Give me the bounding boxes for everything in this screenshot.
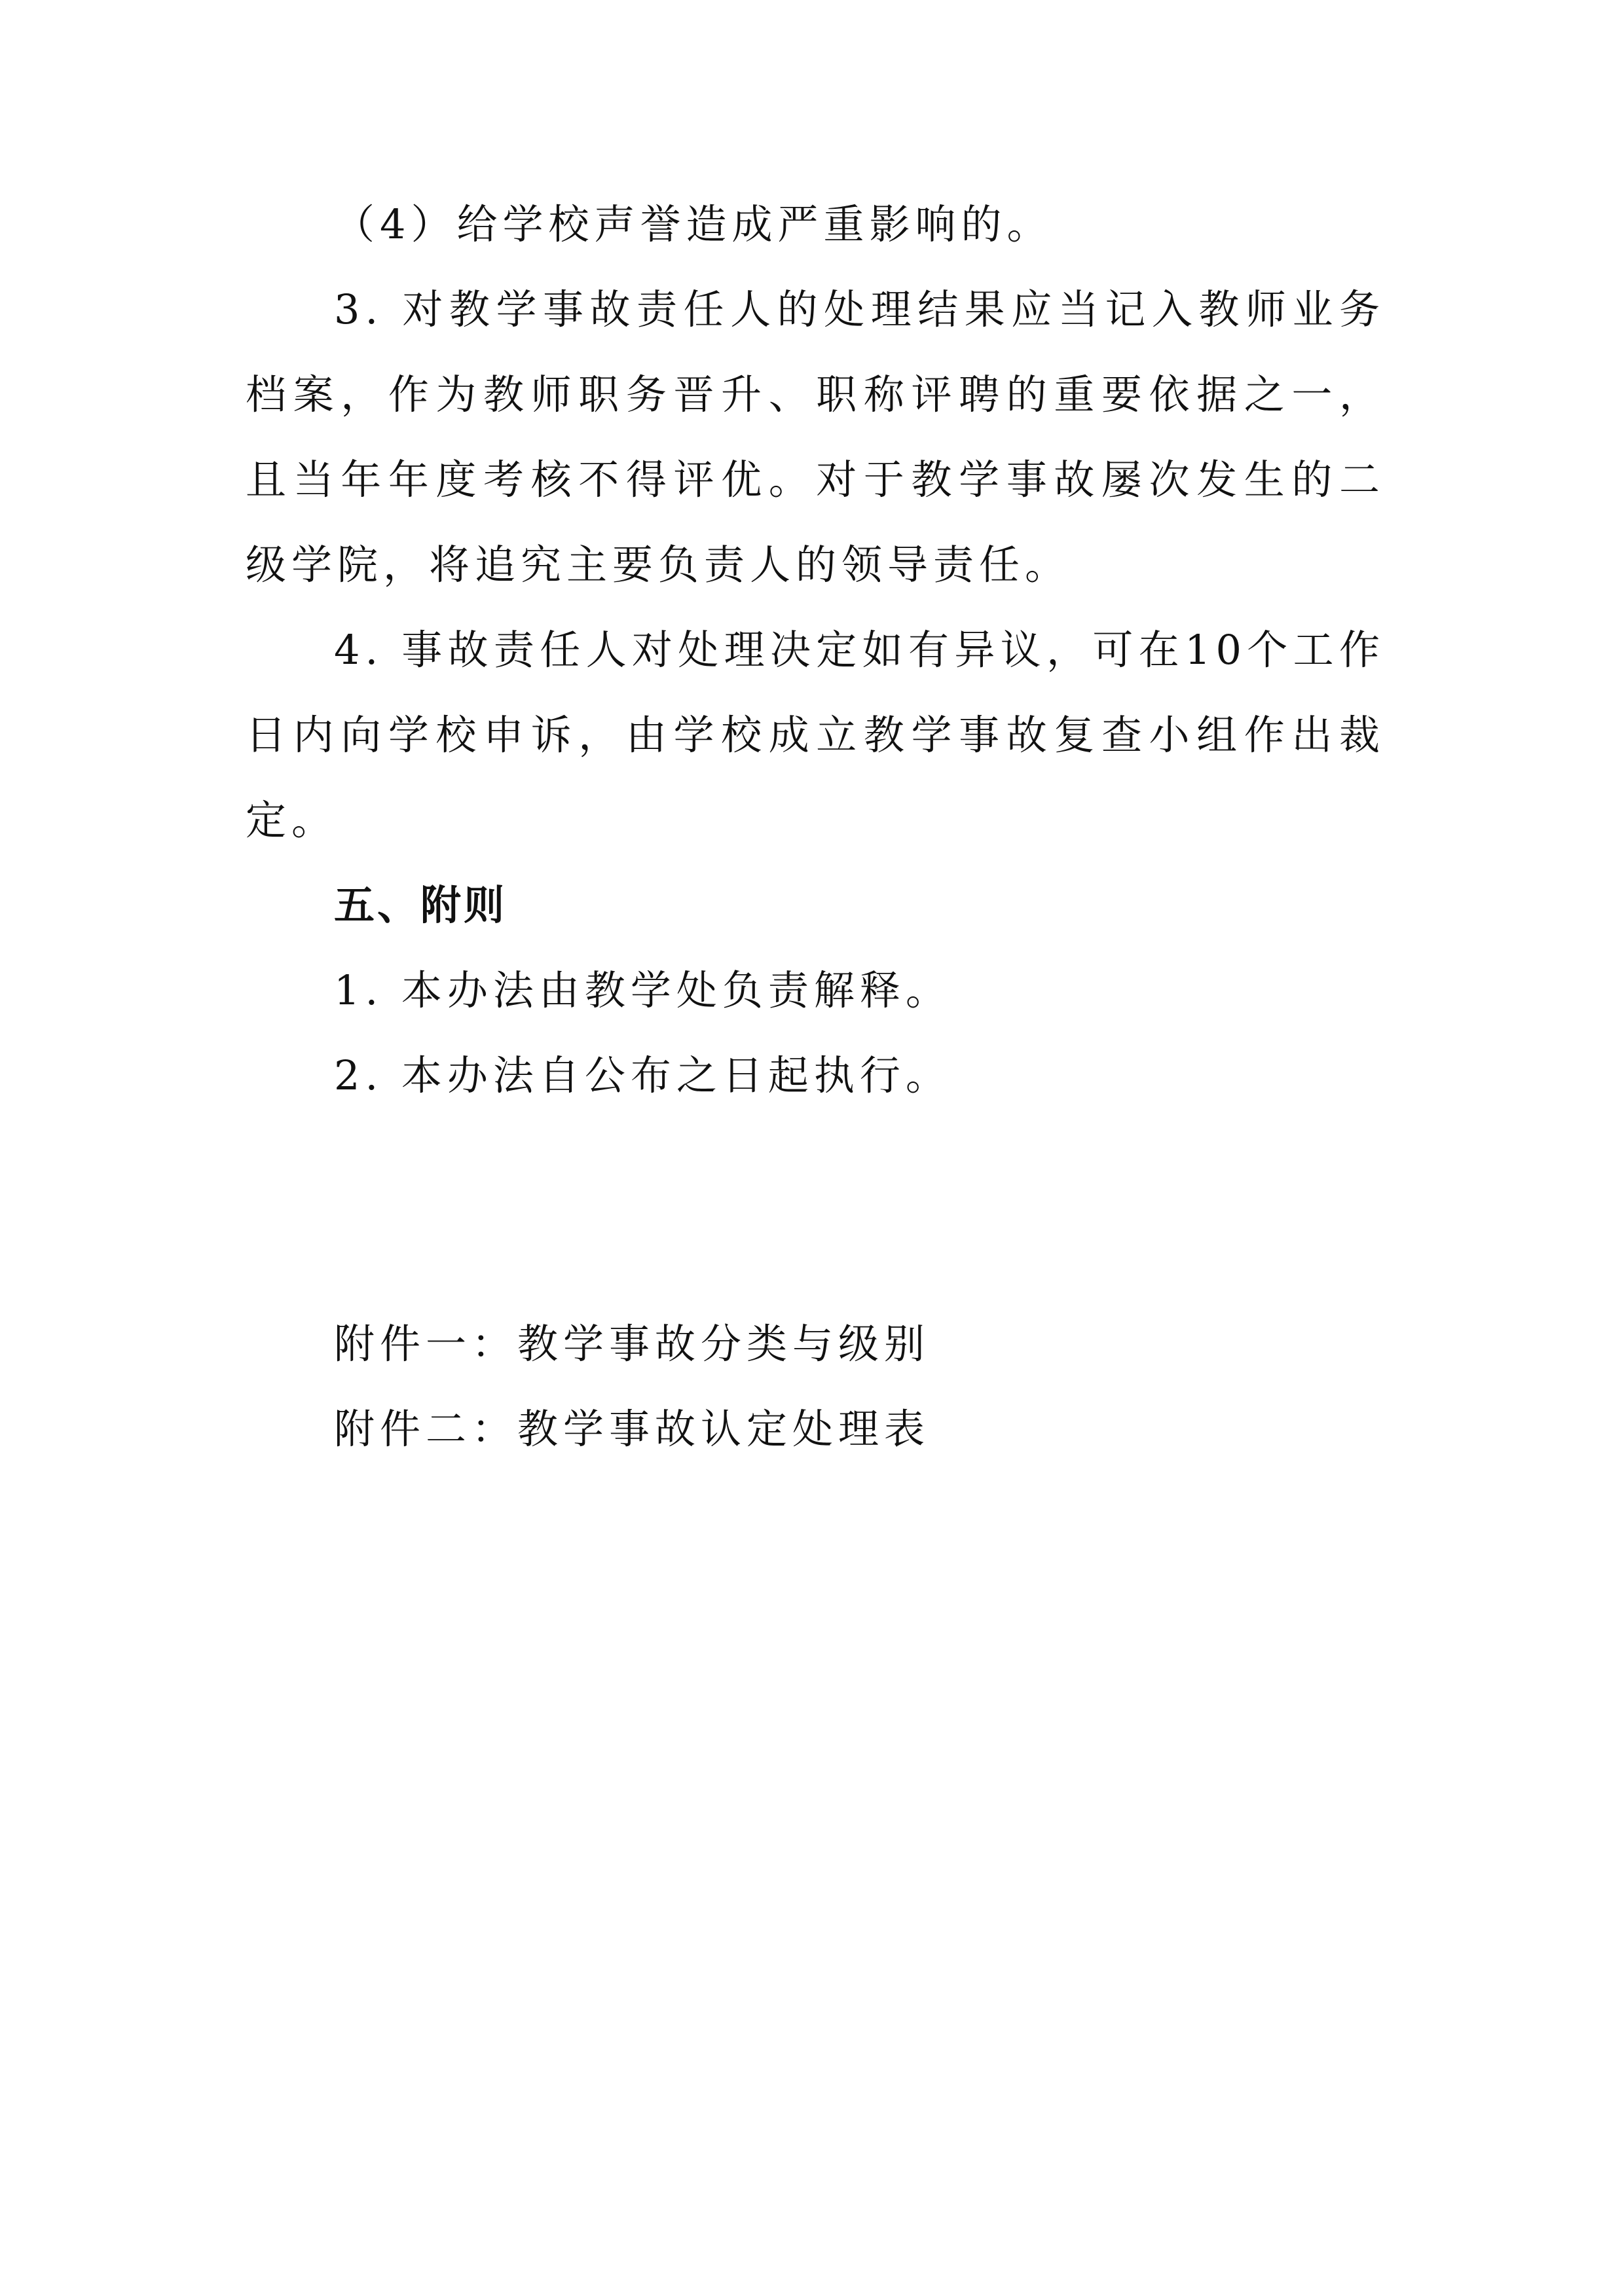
paragraph-3: 3. 对教学事故责任人的处理结果应当记入教师业务档案，作为教师职务晋升、职称评聘的重要依据之一，且当年年度考核不得评优。对于教学事故屡次发生的二级学院，将追究主要负责人的领导责任。 — [246, 285, 1385, 589]
rule-1: 1. 本办法由教学处负责解释。 — [334, 966, 951, 1014]
spacer — [246, 1118, 1385, 1203]
section-heading-supplementary: 五、附则 — [334, 881, 507, 929]
document-body — [246, 182, 1385, 1472]
rule-2: 2. 本办法自公布之日起执行。 — [334, 1051, 951, 1099]
attachment-2-link: 附件二：教学事故认定处理表 — [334, 1405, 931, 1453]
attachment-1-link: 附件一：教学事故分类与级别 — [334, 1320, 931, 1368]
item-4-text: （4）给学校声誉造成严重影响的。 — [334, 200, 1053, 248]
paragraph-4: 4. 事故责任人对处理决定如有异议，可在10个工作日内向学校申诉，由学校成立教学事故复查小组作出裁定。 — [246, 626, 1385, 844]
spacer — [246, 1203, 1385, 1302]
